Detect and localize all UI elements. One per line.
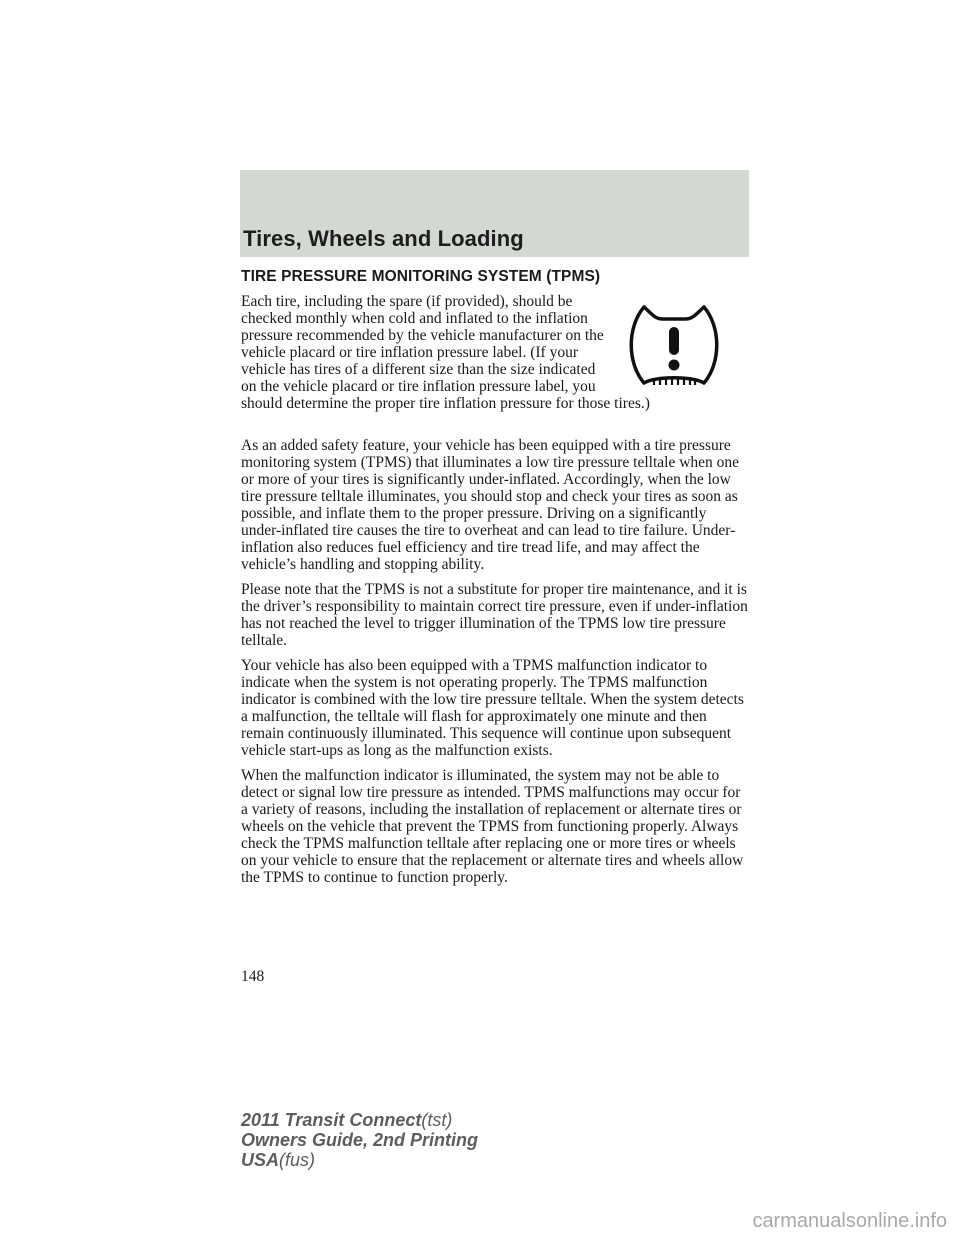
footer-printing: Owners Guide, 2nd Printing (241, 1130, 479, 1150)
paragraph (241, 293, 749, 429)
footer-line-market (241, 1150, 478, 1170)
footer-market: USA (241, 1150, 280, 1170)
section-title: Tires, Wheels and Loading (243, 226, 524, 251)
paragraph: Your vehicle has also been equipped with a TPMS malfunction indicator to indicate when the system is not operating properly. The TPMS malfunction indicator is combined with the low tire pressure telltale. When the system detects a malfunction, the telltale will flash for approximately one minute and then remain continuously illuminated. This sequence will continue upon subsequent vehicle start-ups as long as the malfunction exists. (241, 657, 744, 759)
document-footer (241, 1110, 478, 1170)
footer-model-code: (tst) (421, 1110, 453, 1130)
tpms-warning-icon (625, 299, 723, 391)
article-heading: TIRE PRESSURE MONITORING SYSTEM (TPMS) (241, 268, 601, 285)
article (241, 268, 749, 894)
footer-line-model (241, 1110, 478, 1130)
paragraph: As an added safety feature, your vehicle has been equipped with a tire pressure monitoring system (TPMS) that illuminates a low tire pressure telltale when one or more of your tires is significantly under-inflated. Accordingly, when the low tire pressure telltale illuminates, you should stop and check your tires as soon as possible, and inflate them to the proper pressure. Driving on a significantly under-inflated tire causes the tire to overheat and can lead to tire failure. Under-inflation also reduces fuel efficiency and tire tread life, and may affect the vehicle’s handling and stopping ability. (241, 437, 740, 573)
page-number: 148 (241, 968, 265, 985)
watermark: carmanualsonline.info (752, 1210, 947, 1232)
paragraph-text: Each tire, including the spare (if provided), should be checked monthly when cold and inflated to the inflation pressure recommended by the vehicle manufacturer on the vehicle placard or tire inflation pressure label. (If your vehicle has tires of a different size than the size indicated on the vehicle placard or tire inflation pressure label, you should determine the proper tire inflation pressure for those tires.) (241, 293, 650, 412)
footer-market-code: (fus) (279, 1150, 316, 1170)
footer-model: 2011 Transit Connect (241, 1110, 422, 1130)
paragraph: When the malfunction indicator is illuminated, the system may not be able to detect or signal low tire pressure as intended. TPMS malfunctions may occur for a variety of reasons, including the installation of replacement or alternate tires or wheels on the vehicle that prevent the TPMS from functioning properly. Always check the TPMS malfunction telltale after replacing one or more tires or wheels on your vehicle to ensure that the replacement or alternate tires and wheels allow the TPMS to continue to function properly. (241, 767, 744, 886)
paragraph: Please note that the TPMS is not a substitute for proper tire maintenance, and it is the driver’s responsibility to maintain correct tire pressure, even if under-inflation has not reached the level to trigger illumination of the TPMS low tire pressure telltale. (241, 581, 748, 649)
